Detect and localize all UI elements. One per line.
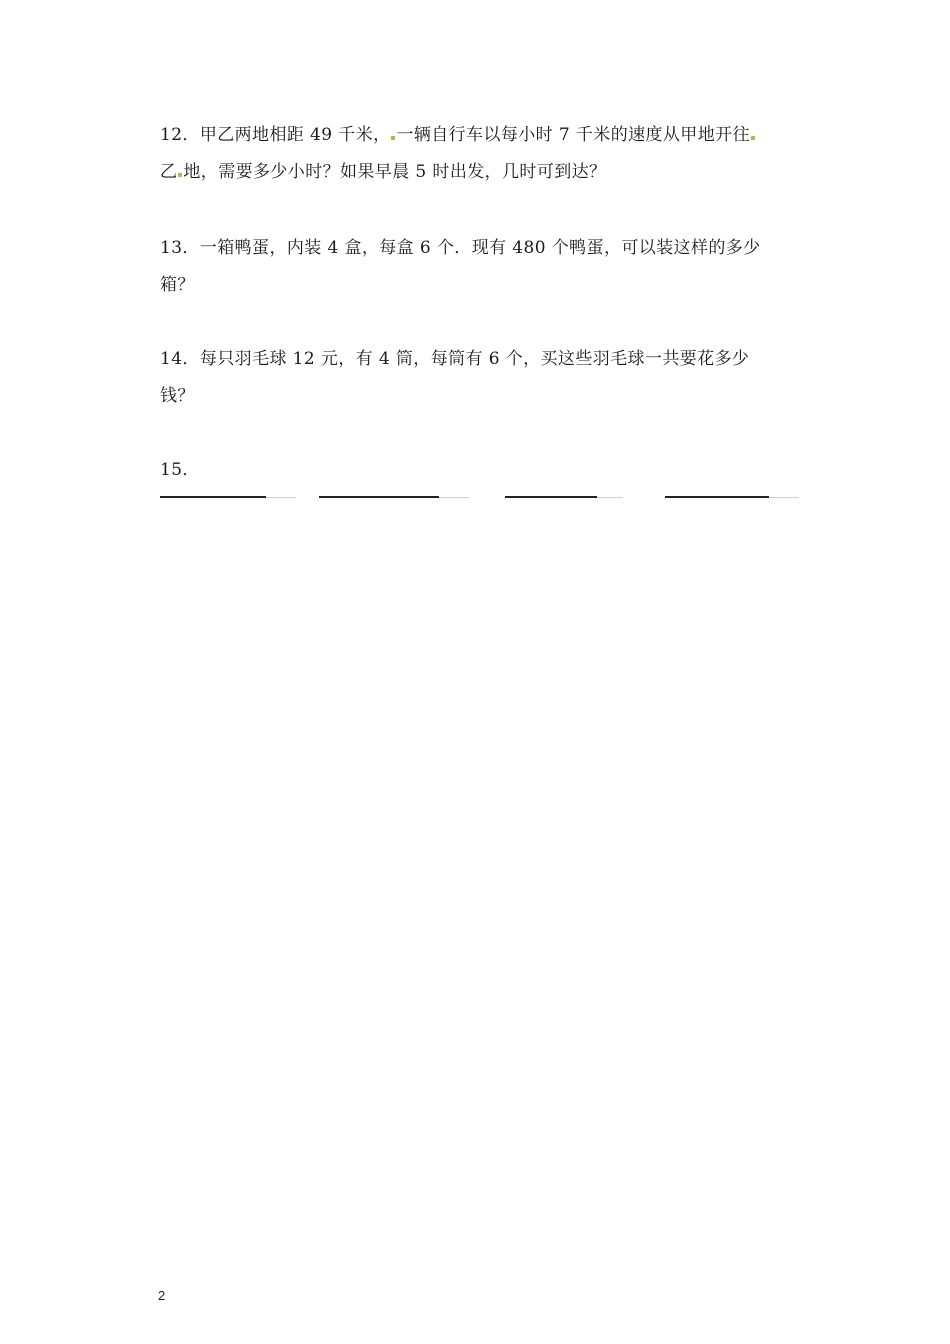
- question-13-text-cont: 箱？: [160, 275, 195, 295]
- question-12: [160, 117, 800, 191]
- question-15: [160, 452, 800, 489]
- question-13-line-2: [160, 267, 800, 304]
- question-15-number: 15．: [160, 460, 200, 480]
- answer-blank-line-faint: [439, 497, 469, 498]
- question-12-text-b: 一辆自行车以每小时 7 千米的速度从甲地开往: [396, 125, 750, 145]
- answer-blank-line: [160, 496, 266, 498]
- emphasis-dot-mark: [178, 173, 182, 177]
- answer-blank-line-faint: [769, 497, 799, 498]
- question-14: [160, 341, 800, 415]
- page-number: 2: [158, 1288, 166, 1303]
- question-12-text-c: 乙: [160, 162, 178, 182]
- question-14-text-cont: 钱？: [160, 386, 195, 406]
- answer-blank-line-faint: [266, 497, 296, 498]
- answer-blank-line: [505, 496, 597, 498]
- answer-blank-line: [319, 496, 439, 498]
- answer-blank-line: [665, 496, 769, 498]
- answer-blank-line-faint: [597, 497, 623, 498]
- answer-blanks: [160, 496, 800, 502]
- question-13-text: 一箱鸭蛋，内装 4 盒，每盒 6 个．现有 480 个鸭蛋，可以装这样的多少: [199, 238, 761, 258]
- emphasis-dot-mark: [751, 136, 755, 140]
- question-14-line-2: [160, 378, 800, 415]
- question-14-line-1: [160, 341, 800, 378]
- question-15-line-1: [160, 452, 800, 489]
- question-12-line-1: [160, 117, 800, 154]
- question-13-number: 13．: [160, 238, 200, 258]
- question-12-text-d: 地，需要多少小时？如果早晨 5 时出发，几时可到达？: [183, 162, 607, 182]
- question-14-number: 14．: [160, 349, 200, 369]
- question-12-number: 12．: [160, 125, 200, 145]
- question-12-line-2: [160, 154, 800, 191]
- emphasis-dot-mark: [391, 136, 395, 140]
- question-13-line-1: [160, 230, 800, 267]
- question-13: [160, 230, 800, 304]
- question-14-text: 每只羽毛球 12 元，有 4 筒，每筒有 6 个，买这些羽毛球一共要花多少: [199, 349, 750, 369]
- question-12-text-a: 甲乙两地相距 49 千米，: [199, 125, 391, 145]
